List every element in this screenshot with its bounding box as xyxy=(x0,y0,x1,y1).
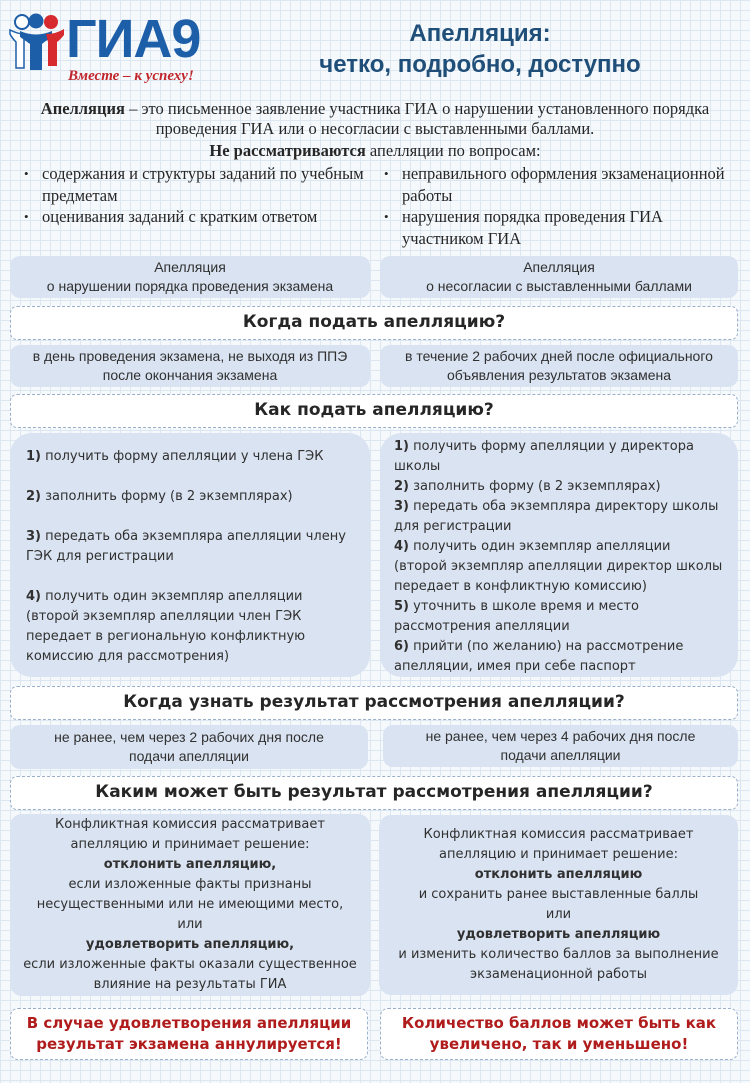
appeal-type-label: Апелляция xyxy=(523,259,595,275)
when-result-text: не ранее, чем через 2 рабочих дня после подачи апелляции xyxy=(54,729,324,764)
exclusions-list-right xyxy=(384,163,739,249)
result-intro: Конфликтная комиссия рассматривает апелляцию и принимает решение: xyxy=(55,817,325,852)
how-submit-steps-procedure xyxy=(10,433,370,677)
appeal-type-scores xyxy=(380,256,738,298)
result-scores xyxy=(379,815,738,995)
how-submit-steps-scores xyxy=(380,433,738,677)
when-submit-procedure xyxy=(10,345,370,387)
gia9-logo xyxy=(8,6,253,86)
when-submit-scores xyxy=(380,345,738,387)
step-item: 1) получить форму апелляции у директора школы xyxy=(394,439,694,474)
appeal-type-desc: о нарушении порядка проведения экзамена xyxy=(46,278,334,294)
section-heading-when-result: Когда узнать результат рассмотрения апелляции? xyxy=(10,686,738,720)
result-or: или xyxy=(545,907,572,922)
page-title xyxy=(265,18,695,80)
definition-body: – это письменное заявление участника ГИА о нарушении установленного порядка проведения ГИА или о несогласии с выставленными баллами. xyxy=(124,99,710,138)
logo-slogan: Вместе – к успеху! xyxy=(68,68,194,84)
not-considered-bold: Не рассматриваются xyxy=(209,141,366,160)
appeal-type-desc: о несогласии с выставленными баллами xyxy=(426,278,692,294)
not-considered-rest: апелляции по вопросам: xyxy=(365,141,541,160)
definition-term: Апелляция xyxy=(40,99,125,118)
step-item: 5) уточнить в школе время и место рассмотрения апелляции xyxy=(394,599,640,634)
appeal-type-procedure xyxy=(10,256,370,298)
exclusion-item: • неправильного оформления экзаменационной работы xyxy=(384,163,739,206)
step-item: 2) заполнить форму (в 2 экземплярах) xyxy=(394,479,661,494)
result-option-accept: удовлетворить апелляцию xyxy=(456,927,661,942)
students-emblem-icon xyxy=(8,12,68,74)
step-item: 1) получить форму апелляции у члена ГЭК xyxy=(26,449,324,464)
result-option-reject: отклонить апелляцию, xyxy=(103,857,277,872)
appeal-type-label: Апелляция xyxy=(154,259,226,275)
section-heading-result: Каким может быть результат рассмотрения апелляции? xyxy=(10,776,738,810)
intro-paragraph xyxy=(10,99,740,161)
warning-line: результат экзамена аннулируется! xyxy=(36,1035,342,1053)
result-procedure xyxy=(10,814,370,996)
exclusion-item: • оценивания заданий с кратким ответом xyxy=(24,206,379,228)
step-item: 4) получить один экземпляр апелляции (второй экземпляр апелляции член ГЭК передает в региональную конфликтную комиссию для рассмотрения) xyxy=(26,589,306,664)
when-result-text: не ранее, чем через 4 рабочих дня после подачи апелляции xyxy=(425,728,696,763)
warning-score-change xyxy=(380,1008,738,1060)
result-option-reject: отклонить апелляцию xyxy=(474,867,643,882)
exclusion-item: • содержания и структуры заданий по учебным предметам xyxy=(24,163,379,206)
when-result-scores xyxy=(383,725,738,767)
result-reject-condition: и сохранить ранее выставленные баллы xyxy=(418,887,699,902)
result-or: или xyxy=(177,917,203,932)
step-item: 2) заполнить форму (в 2 экземплярах) xyxy=(26,489,293,504)
section-heading-when-submit: Когда подать апелляцию? xyxy=(10,306,738,340)
exclusion-item: • нарушения порядка проведения ГИА участником ГИА xyxy=(384,206,739,249)
result-accept-condition: если изложенные факты оказали существенное влияние на результаты ГИА xyxy=(23,957,357,992)
when-submit-text: в течение 2 рабочих дней после официального объявления результатов экзамена xyxy=(405,348,713,383)
result-accept-condition: и изменить количество баллов за выполнение экзаменационной работы xyxy=(398,947,719,982)
warning-annulled xyxy=(10,1008,368,1060)
step-item: 6) прийти (по желанию) на рассмотрение апелляции, имея при себе паспорт xyxy=(394,639,684,674)
logo-wordmark: ГИА9 xyxy=(66,9,201,69)
not-considered-text xyxy=(10,141,740,161)
exclusions-list-left xyxy=(24,163,379,228)
warning-line: В случае удовлетворения апелляции xyxy=(26,1014,352,1032)
step-item: 3) передать оба экземпляра директору школы для регистрации xyxy=(394,499,719,534)
warning-line: Количество баллов может быть как xyxy=(401,1014,717,1032)
section-heading-how-submit: Как подать апелляцию? xyxy=(10,394,738,428)
title-line-1: Апелляция: xyxy=(409,20,551,47)
result-option-accept: удовлетворить апелляцию, xyxy=(85,937,295,952)
definition-text xyxy=(10,99,740,139)
when-result-procedure xyxy=(10,725,368,769)
warning-line: увеличено, так и уменьшено! xyxy=(429,1035,689,1053)
step-item: 3) передать оба экземпляра апелляции члену ГЭК для регистрации xyxy=(26,529,346,564)
title-line-2: четко, подробно, доступно xyxy=(319,51,641,78)
result-reject-condition: если изложенные факты признаны несущественными или не имеющими место, xyxy=(36,877,344,912)
step-item: 4) получить один экземпляр апелляции (второй экземпляр апелляции директор школы передает в конфликтную комиссию) xyxy=(394,539,723,594)
result-intro: Конфликтная комиссия рассматривает апелляцию и принимает решение: xyxy=(423,827,694,862)
when-submit-text: в день проведения экзамена, не выходя из ППЭ после окончания экзамена xyxy=(32,348,348,383)
